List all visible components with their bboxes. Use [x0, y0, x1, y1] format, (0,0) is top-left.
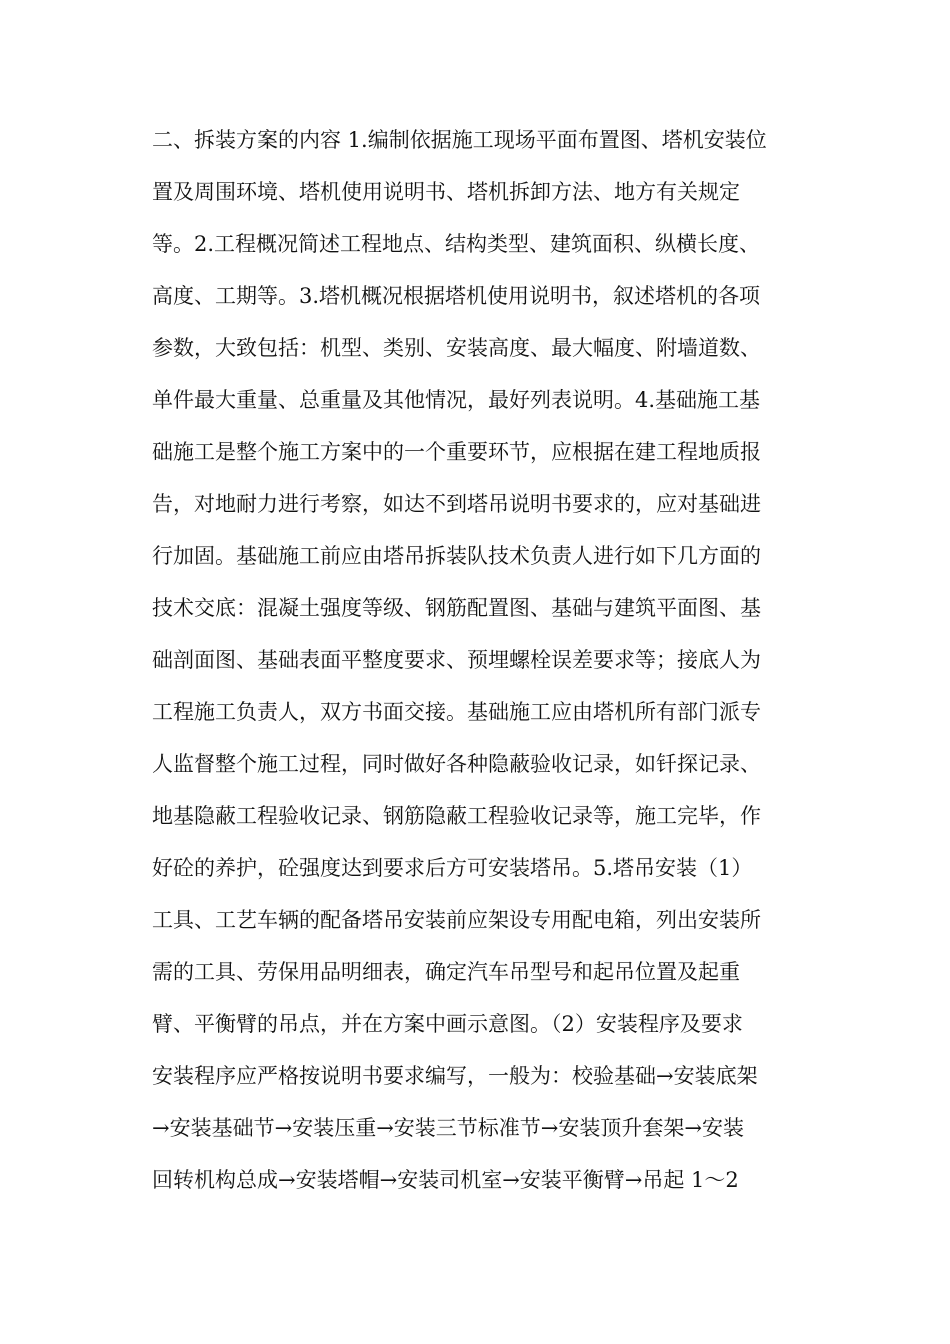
- text-line: 人监督整个施工过程，同时做好各种隐蔽验收记录，如钎探记录、: [152, 752, 761, 776]
- text-line: 地基隐蔽工程验收记录、钢筋隐蔽工程验收记录等，施工完毕，作: [152, 804, 761, 828]
- text-line: 参数，大致包括：机型、类别、安装高度、最大幅度、附墙道数、: [152, 336, 761, 360]
- text-line: 臂、平衡臂的吊点，并在方案中画示意图。（2）安装程序及要求: [152, 1012, 743, 1036]
- text-line: 置及周围环境、塔机使用说明书、塔机拆卸方法、地方有关规定: [152, 180, 740, 204]
- body-text: [152, 114, 812, 1206]
- text-line: 等。2.工程概况简述工程地点、结构类型、建筑面积、纵横长度、: [152, 232, 761, 256]
- text-line: 础施工是整个施工方案中的一个重要环节，应根据在建工程地质报: [152, 440, 761, 464]
- text-line: 二、拆装方案的内容 1.编制依据施工现场平面布置图、塔机安装位: [152, 128, 767, 152]
- text-line: 安装程序应严格按说明书要求编写，一般为：校验基础→安装底架: [152, 1064, 758, 1088]
- text-line: 单件最大重量、总重量及其他情况，最好列表说明。4.基础施工基: [152, 388, 761, 412]
- text-line: 础剖面图、基础表面平整度要求、预埋螺栓误差要求等；接底人为: [152, 648, 761, 672]
- text-line: 需的工具、劳保用品明细表，确定汽车吊型号和起吊位置及起重: [152, 960, 740, 984]
- text-line: 高度、工期等。3.塔机概况根据塔机使用说明书，叙述塔机的各项: [152, 284, 761, 308]
- text-line: 行加固。基础施工前应由塔吊拆装队技术负责人进行如下几方面的: [152, 544, 761, 568]
- text-line: 告，对地耐力进行考察，如达不到塔吊说明书要求的，应对基础进: [152, 492, 761, 516]
- text-line: 好砼的养护，砼强度达到要求后方可安装塔吊。5.塔吊安装（1）: [152, 856, 753, 880]
- text-line: 回转机构总成→安装塔帽→安装司机室→安装平衡臂→吊起 1～2: [152, 1168, 739, 1192]
- text-line: 技术交底：混凝土强度等级、钢筋配置图、基础与建筑平面图、基: [152, 596, 761, 620]
- text-line: 工具、工艺车辆的配备塔吊安装前应架设专用配电箱，列出安装所: [152, 908, 761, 932]
- text-line: 工程施工负责人，双方书面交接。基础施工应由塔机所有部门派专: [152, 700, 761, 724]
- text-line: →安装基础节→安装压重→安装三节标准节→安装顶升套架→安装: [152, 1116, 744, 1140]
